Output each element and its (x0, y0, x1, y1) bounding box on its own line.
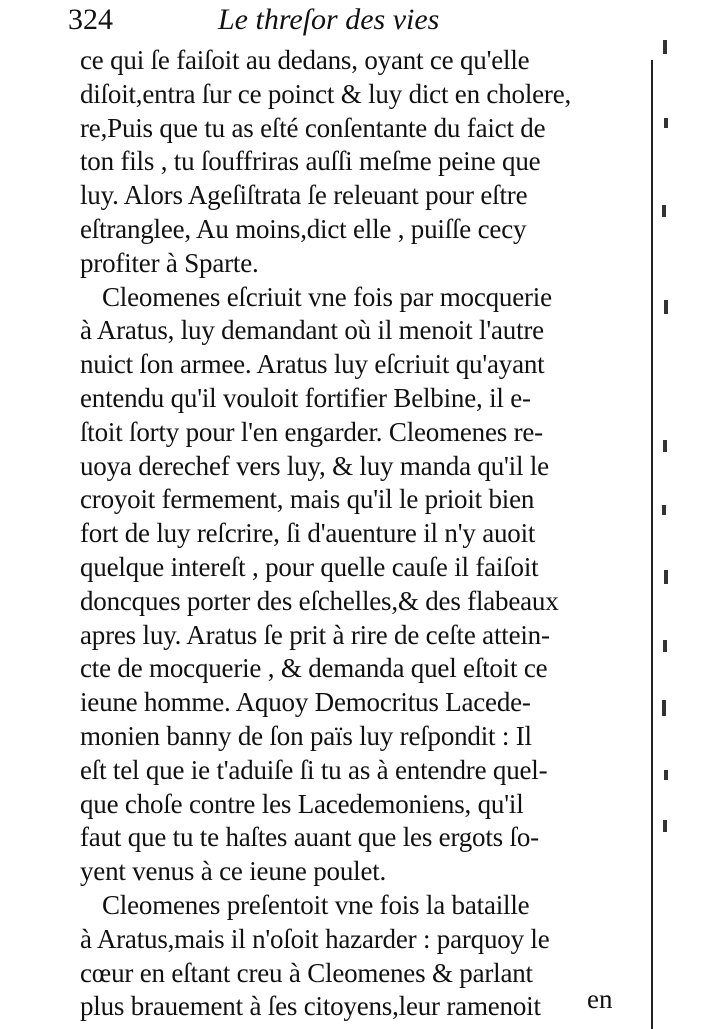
text-line: apres luy. Aratus ſe prit à rire de ceſte attein- (80, 619, 550, 650)
page-gutter (648, 0, 728, 1029)
page-edge-rule (651, 60, 653, 1029)
catchword: en (587, 984, 613, 1014)
text-line: à Aratus, luy demandant où il menoit l'autre (80, 315, 544, 346)
page-number: 324 (68, 3, 113, 36)
text-line: Cleomenes preſentoit vne fois la bataille (102, 889, 530, 920)
text-line: uoya derechef vers luy, & luy manda qu'il le (80, 450, 549, 481)
text-line: plus brauement à ſes citoyens,leur ramenoit (80, 991, 541, 1022)
body-text (80, 44, 620, 1024)
text-line: nuict ſon armee. Aratus luy eſcriuit qu'ayant (80, 349, 545, 380)
text-line: doncques porter des eſchelles,& des flabeaux (80, 585, 559, 616)
text-line: à Aratus,mais il n'oſoit hazarder : parquoy le (80, 923, 550, 954)
text-line: re,Puis que tu as eſté conſentante du faict de (80, 112, 546, 143)
text-line: entendu qu'il vouloit fortifier Belbine, il e- (80, 382, 531, 413)
text-line: que choſe contre les Lacedemoniens, qu'il (80, 788, 524, 819)
bleed-mark (663, 640, 667, 652)
bleed-mark (664, 770, 668, 780)
bleed-mark (663, 820, 667, 832)
text-line: luy. Alors Ageſiſtrata ſe releuant pour eſtre (80, 180, 528, 211)
text-line: eſt tel que ie t'aduiſe ſi tu as à entendre quel- (80, 754, 548, 785)
text-line: ieune homme. Aquoy Democritus Lacede- (80, 687, 531, 718)
text-line: cte de mocquerie , & demanda quel eſtoit ce (80, 653, 548, 684)
page-header (68, 2, 628, 38)
text-line: faut que tu te haſtes auant que les ergots ſo- (80, 822, 539, 853)
text-line: diſoit,entra ſur ce poinct & luy dict en cholere, (80, 78, 572, 109)
bleed-mark (662, 505, 666, 515)
text-line: croyoit fermement, mais qu'il le prioit bien (80, 484, 535, 515)
text-line: ce qui ſe faiſoit au dedans, oyant ce qu'elle (80, 45, 530, 75)
bleed-mark (664, 300, 668, 314)
text-line: eſtranglee, Au moins,dict elle , puiſſe cecy (80, 213, 527, 244)
text-line: quelque intereſt , pour quelle cauſe il faiſoit (80, 551, 539, 582)
text-line: cœur en eſtant creu à Cleomenes & parlant (80, 957, 533, 988)
text-line: ton fils , tu ſouffriras auſſi meſme peine que (80, 146, 541, 177)
text-line: yent venus à ce ieune poulet. (80, 856, 387, 887)
bleed-mark (663, 40, 667, 54)
bleed-mark (662, 205, 666, 217)
bleed-mark (663, 440, 667, 452)
running-title: Le threſor des vies (218, 3, 440, 36)
text-line: monien banny de ſon païs luy reſpondit : Il (80, 720, 532, 751)
text-line: fort de luy reſcrire, ſi d'auenture il n'y auoit (80, 518, 536, 549)
bleed-mark (664, 570, 668, 584)
text-line: Cleomenes eſcriuit vne fois par mocquerie (102, 281, 552, 312)
bleed-mark (662, 700, 666, 716)
bleed-mark (664, 118, 668, 128)
text-line: profiter à Sparte. (80, 247, 259, 278)
text-line: ſtoit ſorty pour l'en engarder. Cleomenes re- (80, 416, 543, 447)
